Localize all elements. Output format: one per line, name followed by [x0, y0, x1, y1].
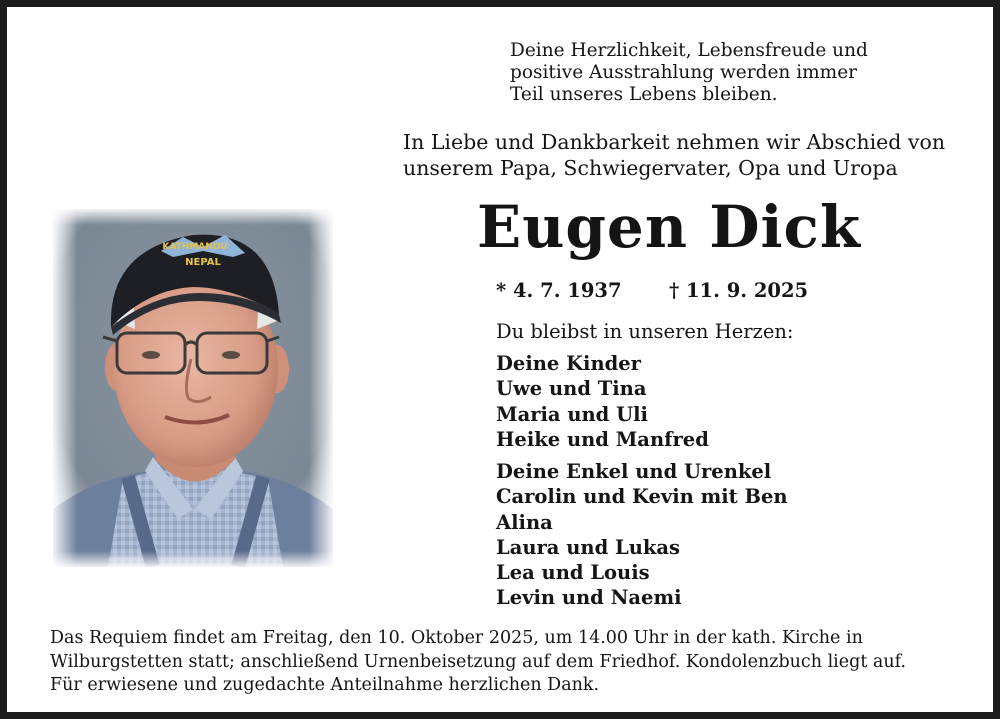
quote-line: Deine Herzlichkeit, Lebensfreude und [510, 40, 868, 61]
grandchildren-list [496, 459, 788, 611]
birth-date: * 4. 7. 1937 [496, 279, 622, 302]
deceased-name: Eugen Dick [477, 193, 862, 261]
children-list [496, 351, 709, 452]
list-item: Heike und Manfred [496, 427, 709, 451]
memorial-tagline: Du bleibst in unseren Herzen: [496, 320, 794, 343]
list-item: Alina [496, 510, 553, 534]
footer-line: Für erwiesene und zugedachte Anteilnahme herzlichen Dank. [50, 675, 600, 695]
intro-line: In Liebe und Dankbarkeit nehmen wir Abschied von [403, 130, 946, 154]
memorial-quote [510, 40, 930, 106]
quote-line: Teil unseres Lebens bleiben. [510, 84, 778, 105]
farewell-intro [403, 129, 993, 181]
list-item: Deine Enkel und Urenkel [496, 460, 772, 483]
service-info [50, 627, 970, 698]
list-item: Maria und Uli [496, 402, 648, 426]
cap-text-top: KATHMANDU [162, 242, 228, 252]
quote-line: positive Ausstrahlung werden immer [510, 62, 857, 83]
footer-line: Das Requiem findet am Freitag, den 10. Oktober 2025, um 14.00 Uhr in der kath. Kirche in [50, 628, 863, 648]
death-date: † 11. 9. 2025 [669, 279, 809, 302]
footer-line: Wilburgstetten statt; anschließend Urnenbeisetzung auf dem Friedhof. Kondolenzbuch liegt auf. [50, 651, 907, 672]
list-item: Carolin und Kevin mit Ben [496, 485, 788, 509]
list-item: Levin und Naemi [496, 586, 682, 610]
list-item: Lea und Louis [496, 561, 650, 585]
list-item: Deine Kinder [496, 352, 641, 375]
list-item: Laura und Lukas [496, 535, 681, 559]
cap-text-bottom: NEPAL [185, 257, 221, 268]
portrait-photo [53, 209, 333, 567]
list-item: Uwe und Tina [496, 377, 647, 401]
intro-line: unserem Papa, Schwiegervater, Opa und Uropa [403, 156, 898, 180]
